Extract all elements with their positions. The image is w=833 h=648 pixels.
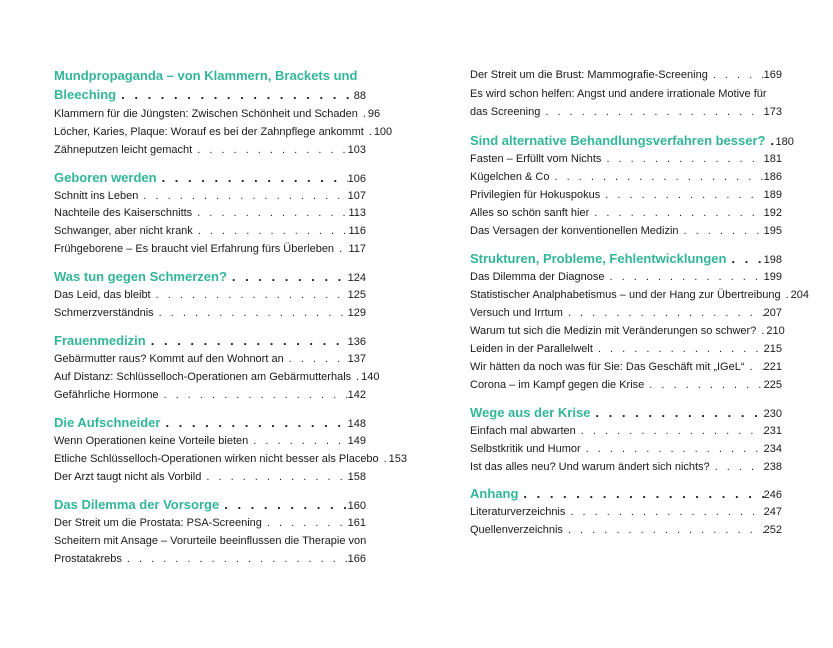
toc-entry bbox=[54, 289, 366, 302]
page-number: 88 bbox=[353, 90, 366, 102]
dot-leader bbox=[284, 353, 348, 366]
page-number: 247 bbox=[763, 506, 782, 518]
page-number: 160 bbox=[347, 500, 366, 512]
toc-entry-title: Leiden in der Parallelwelt bbox=[470, 343, 593, 355]
chapter-title: Wege aus der Krise bbox=[470, 405, 591, 420]
page-number: 252 bbox=[763, 524, 782, 536]
page-number: 221 bbox=[763, 361, 782, 373]
toc-entry bbox=[54, 144, 366, 157]
toc-entry-title: Alles so schön sanft hier bbox=[470, 207, 590, 219]
toc-entry-title: Das Dilemma der Diagnose bbox=[470, 271, 605, 283]
toc-chapter bbox=[470, 133, 794, 149]
toc-chapter bbox=[54, 270, 366, 285]
page-number: 106 bbox=[347, 173, 366, 185]
page-number: 117 bbox=[348, 243, 366, 255]
page-number: 129 bbox=[347, 307, 366, 319]
dot-leader bbox=[590, 406, 763, 419]
page-number: 180 bbox=[775, 136, 794, 148]
dot-leader bbox=[201, 471, 347, 484]
dot-leader bbox=[351, 371, 361, 384]
toc-entry-title: Schmerzverständnis bbox=[54, 307, 154, 319]
toc-chapter bbox=[470, 252, 782, 267]
toc-entry-title: Versuch und Irrtum bbox=[470, 307, 563, 319]
chapter-title: Frauenmedizin bbox=[54, 333, 146, 348]
toc-entry bbox=[54, 108, 381, 121]
chapter-title: Geboren werden bbox=[54, 170, 157, 185]
toc-entry bbox=[470, 207, 782, 220]
toc-entry-title: das Screening bbox=[470, 106, 541, 118]
page-number: 137 bbox=[347, 353, 366, 365]
toc-entry-title: Frühgeborene – Es braucht viel Erfahrung fürs Überleben bbox=[54, 243, 335, 255]
toc-chapter bbox=[54, 88, 366, 103]
toc-entry-title: Das Leid, das bleibt bbox=[54, 289, 151, 301]
toc-entry-title: Quellenverzeichnis bbox=[470, 524, 563, 536]
dot-leader bbox=[248, 435, 347, 448]
page-number: 189 bbox=[763, 189, 782, 201]
toc-entry-title: Auf Distanz: Schlüsselloch-Operationen am Gebärmutterhals bbox=[54, 371, 352, 383]
toc-entry bbox=[470, 379, 782, 392]
toc-entry-title: Nachteile des Kaiserschnitts bbox=[54, 207, 193, 219]
toc-entry-title: Selbstkritik und Humor bbox=[470, 443, 581, 455]
dot-leader bbox=[334, 243, 348, 256]
toc-entry bbox=[54, 517, 366, 530]
chapter-title: Anhang bbox=[470, 486, 519, 501]
toc-entry-title: Corona – im Kampf gegen die Krise bbox=[470, 379, 645, 391]
toc-entry bbox=[54, 389, 366, 402]
page-number: 195 bbox=[763, 225, 782, 237]
toc-entry bbox=[470, 461, 782, 474]
toc-entry bbox=[54, 453, 408, 466]
toc-entry-title: Schnitt ins Leben bbox=[54, 190, 139, 202]
dot-leader bbox=[227, 270, 348, 283]
dot-leader bbox=[122, 553, 348, 566]
page-number: 230 bbox=[763, 408, 782, 420]
page-number: 158 bbox=[347, 471, 366, 483]
chapter-title: Das Dilemma der Vorsorge bbox=[54, 497, 220, 512]
toc-entry bbox=[470, 225, 782, 238]
dot-leader bbox=[644, 379, 763, 392]
dot-leader bbox=[708, 69, 764, 82]
dot-leader bbox=[159, 389, 348, 402]
dot-leader bbox=[679, 225, 764, 238]
dot-leader bbox=[576, 425, 764, 438]
toc-entry-title: Kügelchen & Co bbox=[470, 171, 550, 183]
dot-leader bbox=[589, 207, 763, 220]
chapter-title: Sind alternative Behandlungsverfahren besser? bbox=[470, 133, 766, 148]
toc-chapter bbox=[470, 487, 782, 502]
page-number: 199 bbox=[763, 271, 782, 283]
page-number: 238 bbox=[763, 461, 782, 473]
page-number: 100 bbox=[373, 126, 393, 138]
page-number: 169 bbox=[763, 69, 782, 81]
toc-entry-title: Prostatakrebs bbox=[54, 553, 122, 565]
toc-entry bbox=[54, 435, 366, 448]
dot-leader bbox=[192, 207, 348, 220]
page-number: 96 bbox=[367, 108, 381, 120]
dot-leader bbox=[157, 171, 348, 184]
dot-leader bbox=[745, 361, 764, 374]
toc-entry-title: Wir hätten da noch was für Sie: Das Geschäft mit „IGeL“ bbox=[470, 361, 745, 373]
toc-entry bbox=[54, 190, 366, 203]
page-number: 148 bbox=[347, 418, 366, 430]
toc-entry bbox=[54, 471, 366, 484]
page-number: 116 bbox=[348, 225, 366, 237]
toc-entry-title: Literaturverzeichnis bbox=[470, 506, 566, 518]
dot-leader bbox=[565, 506, 763, 519]
toc-entry bbox=[470, 343, 782, 356]
toc-entry-title: Etliche Schlüsselloch-Operationen wirken nicht besser als Placebo bbox=[54, 453, 379, 465]
toc-entry-title: Löcher, Karies, Plaque: Worauf es bei der Zahnpflege ankommt bbox=[54, 126, 364, 138]
dot-leader bbox=[563, 307, 764, 320]
toc-entry-title: Wenn Operationen keine Vorteile bieten bbox=[54, 435, 249, 447]
dot-leader bbox=[219, 498, 347, 511]
toc-entry bbox=[470, 524, 782, 537]
page-number: 207 bbox=[763, 307, 782, 319]
toc-chapter bbox=[54, 334, 366, 349]
dot-leader bbox=[605, 271, 764, 284]
page-number: 136 bbox=[347, 336, 366, 348]
dot-leader bbox=[379, 453, 389, 466]
toc-entry-title: Fasten – Erfüllt vom Nichts bbox=[470, 153, 602, 165]
toc-entry bbox=[470, 106, 782, 119]
toc-entry bbox=[54, 307, 366, 320]
toc-entry bbox=[54, 353, 366, 366]
page-number: 142 bbox=[347, 389, 366, 401]
toc-entry-title: Der Streit um die Brust: Mammografie-Screening bbox=[470, 69, 708, 81]
page-number: 234 bbox=[763, 443, 782, 455]
toc-entry-title: Der Arzt taugt nicht als Vorbild bbox=[54, 471, 202, 483]
toc-entry-title: Der Streit um die Prostata: PSA-Screening bbox=[54, 517, 262, 529]
page-number: 210 bbox=[766, 325, 785, 337]
toc-entry bbox=[54, 207, 366, 220]
page-number: 140 bbox=[361, 371, 380, 383]
dot-leader bbox=[262, 517, 348, 530]
page-number: 166 bbox=[347, 553, 366, 565]
page-number: 231 bbox=[763, 425, 782, 437]
dot-leader bbox=[518, 487, 763, 500]
toc-entry bbox=[54, 126, 393, 139]
chapter-title: Bleeching bbox=[54, 87, 117, 102]
chapter-title: Mundpropaganda – von Klammern, Brackets und bbox=[54, 68, 358, 83]
dot-leader bbox=[581, 443, 764, 456]
dot-leader bbox=[601, 153, 763, 166]
dot-leader bbox=[540, 106, 763, 119]
toc-entry-title: Klammern für die Jüngsten: Zwischen Schönheit und Schaden bbox=[54, 108, 358, 120]
toc-entry bbox=[470, 425, 782, 438]
toc-entry-title: Warum tut sich die Medizin mit Veränderungen so schwer? bbox=[470, 325, 757, 337]
page-number: 181 bbox=[763, 153, 782, 165]
dot-leader bbox=[193, 225, 349, 238]
toc-chapter bbox=[470, 406, 782, 421]
toc-entry-title: Schwanger, aber nicht krank bbox=[54, 225, 193, 237]
dot-leader bbox=[726, 252, 763, 265]
page-number: 113 bbox=[348, 207, 366, 219]
toc-entry-title: Es wird schon helfen: Angst und andere irrationale Motive für bbox=[470, 88, 767, 100]
toc-entry bbox=[470, 325, 785, 338]
dot-leader bbox=[192, 144, 347, 157]
toc-entry-title: Ist das alles neu? Und warum ändert sich nichts? bbox=[470, 461, 710, 473]
toc-entry bbox=[54, 553, 366, 566]
toc-entry-title: Scheitern mit Ansage – Vorurteile beeinflussen die Therapie von bbox=[54, 535, 367, 547]
toc-entry bbox=[54, 243, 366, 256]
toc-chapter bbox=[54, 171, 366, 186]
toc-entry-title: Gebärmutter raus? Kommt auf den Wohnort an bbox=[54, 353, 284, 365]
dot-leader bbox=[154, 307, 348, 320]
toc-entry-title: Zähneputzen leicht gemacht bbox=[54, 144, 193, 156]
page-number: 103 bbox=[347, 144, 366, 156]
toc-entry bbox=[470, 171, 782, 184]
toc-entry bbox=[470, 189, 782, 202]
dot-leader bbox=[600, 189, 763, 202]
page-number: 225 bbox=[763, 379, 782, 391]
page-number: 215 bbox=[763, 343, 782, 355]
toc-chapter bbox=[54, 416, 366, 431]
page-number: 125 bbox=[347, 289, 366, 301]
page-number: 107 bbox=[347, 190, 366, 202]
page-number: 161 bbox=[347, 517, 366, 529]
dot-leader bbox=[151, 289, 348, 302]
toc-entry bbox=[470, 506, 782, 519]
page-number: 173 bbox=[763, 106, 782, 118]
toc-entry-title: Das Versagen der konventionellen Medizin bbox=[470, 225, 679, 237]
page-number: 124 bbox=[347, 272, 366, 284]
toc-entry-title: Statistischer Analphabetismus – und der Hang zur Übertreibung bbox=[470, 289, 781, 301]
chapter-title: Die Aufschneider bbox=[54, 415, 161, 430]
page-number: 149 bbox=[347, 435, 366, 447]
page-number: 153 bbox=[388, 453, 408, 465]
page-number: 204 bbox=[790, 289, 809, 301]
dot-leader bbox=[550, 171, 764, 184]
dot-leader bbox=[756, 325, 766, 338]
page-number: 246 bbox=[763, 489, 782, 501]
toc-entry-title: Gefährliche Hormone bbox=[54, 389, 159, 401]
toc-entry bbox=[54, 225, 366, 238]
toc-entry bbox=[470, 361, 782, 374]
dot-leader bbox=[116, 88, 354, 101]
toc-entry bbox=[470, 289, 809, 302]
page-number: 186 bbox=[763, 171, 782, 183]
dot-leader bbox=[138, 190, 347, 203]
page-number: 198 bbox=[763, 254, 782, 266]
toc-entry bbox=[470, 153, 782, 166]
dot-leader bbox=[364, 126, 374, 139]
toc-chapter bbox=[54, 498, 366, 513]
page-number: 192 bbox=[763, 207, 782, 219]
chapter-title: Was tun gegen Schmerzen? bbox=[54, 269, 227, 284]
toc-entry-title: Privilegien für Hokuspokus bbox=[470, 189, 601, 201]
chapter-title: Strukturen, Probleme, Fehlentwicklungen bbox=[470, 251, 727, 266]
toc-entry bbox=[470, 443, 782, 456]
toc-entry bbox=[470, 271, 782, 284]
dot-leader bbox=[358, 108, 368, 121]
toc-entry bbox=[470, 307, 782, 320]
toc-entry bbox=[54, 371, 380, 384]
dot-leader bbox=[563, 524, 764, 537]
toc-entry bbox=[470, 69, 782, 82]
dot-leader bbox=[593, 343, 764, 356]
toc-entry-title: Einfach mal abwarten bbox=[470, 425, 576, 437]
dot-leader bbox=[765, 134, 775, 147]
dot-leader bbox=[710, 461, 764, 474]
dot-leader bbox=[146, 334, 348, 347]
dot-leader bbox=[781, 289, 791, 302]
dot-leader bbox=[160, 416, 347, 429]
